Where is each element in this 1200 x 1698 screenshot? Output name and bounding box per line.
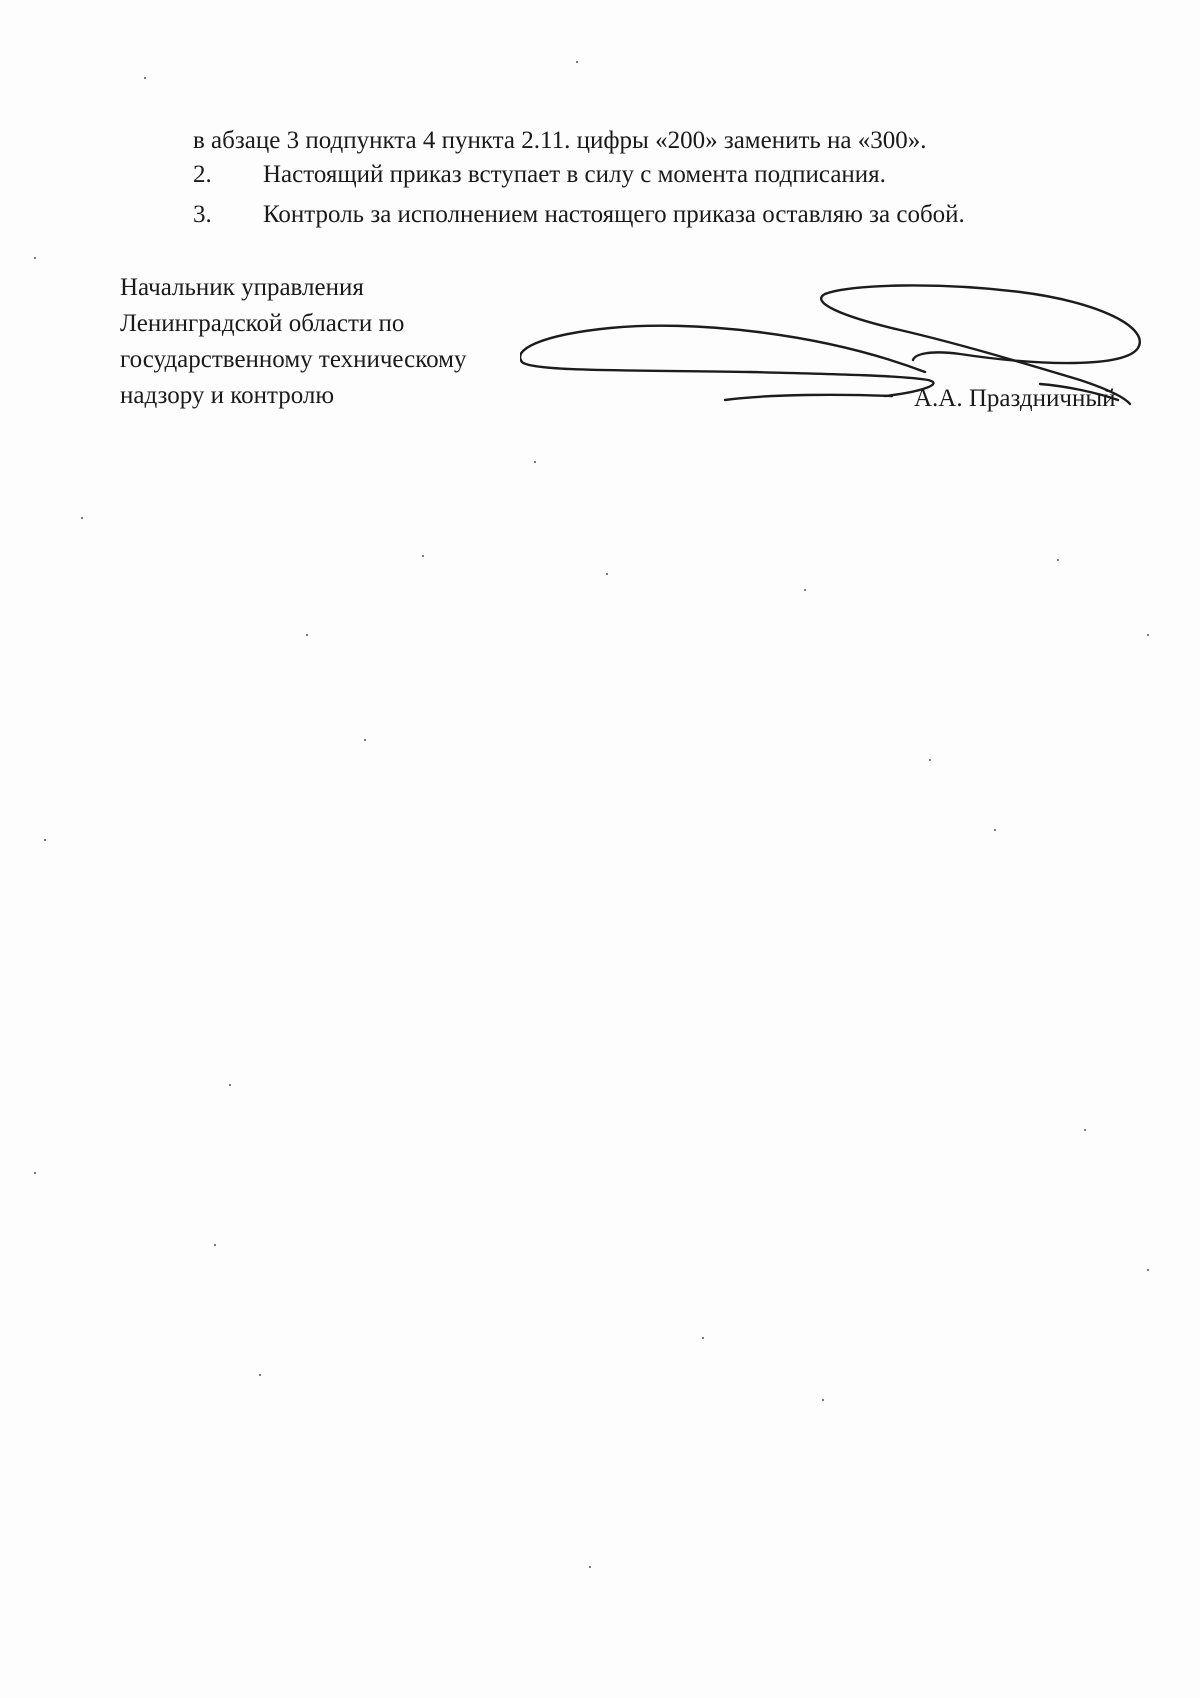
item-3-number: 3. bbox=[193, 201, 212, 228]
position-line: Начальник управления bbox=[120, 274, 364, 301]
signer-position bbox=[120, 270, 466, 414]
continuation-line: в абзаце 3 подпункта 4 пункта 2.11. цифры «200» заменить на «300». bbox=[193, 127, 927, 154]
position-line: надзору и контролю bbox=[120, 382, 335, 409]
position-line: Ленинградской области по bbox=[120, 310, 405, 337]
item-3-text: Контроль за исполнением настоящего приказа оставляю за собой. bbox=[263, 201, 965, 228]
position-line: государственному техническому bbox=[120, 346, 467, 373]
item-2-number: 2. bbox=[193, 161, 212, 188]
item-2-text: Настоящий приказ вступает в силу с момента подписания. bbox=[263, 161, 886, 188]
signer-name: А.А. Праздничный bbox=[914, 385, 1116, 412]
